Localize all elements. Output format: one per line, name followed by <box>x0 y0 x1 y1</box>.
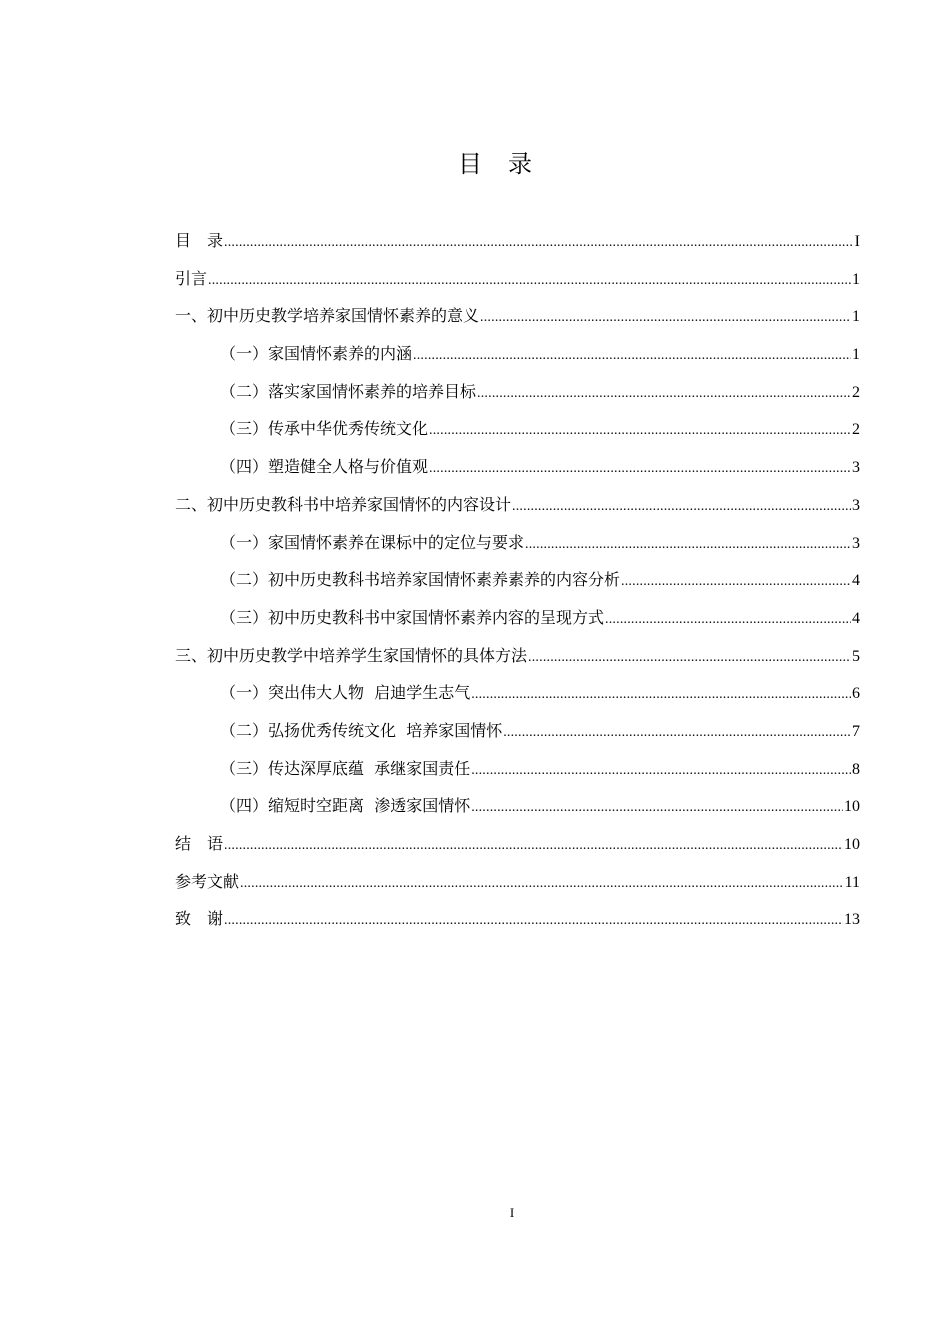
toc-entry-title: 目 录 <box>175 231 224 250</box>
toc-entry[interactable] <box>175 754 860 792</box>
toc-entry-title: 初中历史教学中培养学生家国情怀的具体方法 <box>207 645 528 665</box>
table-of-contents <box>175 226 860 942</box>
toc-dot-leader <box>224 228 854 258</box>
toc-entry-page: 8 <box>852 760 860 778</box>
toc-entry[interactable] <box>175 603 860 641</box>
toc-entry-title: 家国情怀素养的内涵 <box>268 344 413 364</box>
toc-dot-leader <box>240 869 844 899</box>
toc-entry[interactable] <box>175 528 860 566</box>
toc-dot-leader <box>224 906 843 936</box>
toc-entry-title: 突出伟大人物 启迪学生志气 <box>268 683 471 703</box>
toc-dot-leader <box>471 793 843 823</box>
toc-entry-number: （一） <box>220 532 269 552</box>
toc-dot-leader <box>413 341 851 371</box>
toc-entry-title: 初中历史教科书中培养家国情怀的内容设计 <box>207 494 512 514</box>
toc-entry[interactable] <box>175 829 860 867</box>
toc-entry[interactable] <box>175 867 860 905</box>
toc-entry[interactable] <box>175 678 860 716</box>
toc-entry-number: 一、 <box>175 306 208 326</box>
toc-entry[interactable] <box>175 904 860 942</box>
toc-entry[interactable] <box>175 339 860 377</box>
toc-dot-leader <box>477 379 851 409</box>
toc-entry-page: 4 <box>852 609 860 627</box>
toc-entry-page: 3 <box>852 496 860 514</box>
footer-page-number: I <box>509 1205 515 1220</box>
toc-entry[interactable] <box>175 377 860 415</box>
toc-entry[interactable] <box>175 791 860 829</box>
toc-entry-page: 3 <box>852 534 860 552</box>
toc-entry[interactable] <box>175 264 860 302</box>
toc-entry-page: 2 <box>852 421 860 439</box>
toc-entry-page: 10 <box>844 798 860 816</box>
toc-entry-page: 10 <box>844 836 860 853</box>
toc-entry[interactable] <box>175 414 860 452</box>
toc-entry[interactable] <box>175 301 860 339</box>
toc-dot-leader <box>605 605 851 635</box>
toc-entry-page: 11 <box>844 873 860 891</box>
toc-entry-title: 结 语 <box>175 834 224 853</box>
toc-dot-leader <box>503 718 851 748</box>
toc-dot-leader <box>471 756 851 786</box>
toc-entry-number: 二、 <box>175 494 208 514</box>
toc-entry-title: 致 谢 <box>175 909 224 929</box>
toc-entry-title: 塑造健全人格与价值观 <box>268 457 429 477</box>
toc-entry[interactable] <box>175 565 860 603</box>
toc-entry-title: 传承中华优秀传统文化 <box>268 419 429 439</box>
toc-entry-title: 参考文献 <box>175 871 240 891</box>
toc-entry[interactable] <box>175 641 860 679</box>
toc-dot-leader <box>528 643 851 673</box>
toc-entry-title: 家国情怀素养在课标中的定位与要求 <box>268 532 525 552</box>
toc-entry-page: 1 <box>852 346 860 364</box>
toc-dot-leader <box>471 680 851 710</box>
toc-entry-number: （四） <box>220 796 269 816</box>
toc-entry[interactable] <box>175 716 860 754</box>
toc-entry-page: 4 <box>852 572 860 590</box>
toc-entry-page: 1 <box>852 270 860 288</box>
toc-entry-title: 初中历史教科书培养家国情怀素养素养的内容分析 <box>268 570 621 590</box>
toc-entry-title: 初中历史教学培养家国情怀素养的意义 <box>207 306 480 326</box>
toc-dot-leader <box>525 530 851 560</box>
toc-entry-page: 2 <box>852 383 860 401</box>
toc-entry-number: （一） <box>220 344 269 364</box>
toc-entry-number: （二） <box>220 720 269 740</box>
toc-entry[interactable] <box>175 452 860 490</box>
toc-dot-leader <box>480 303 851 333</box>
toc-entry-number: （二） <box>220 570 269 590</box>
toc-entry-number: （四） <box>220 457 269 477</box>
toc-dot-leader <box>224 831 843 861</box>
toc-dot-leader <box>208 266 851 296</box>
page-title: 目录 <box>458 150 558 178</box>
toc-entry[interactable] <box>175 490 860 528</box>
toc-dot-leader <box>621 567 851 597</box>
toc-entry-number: （三） <box>220 758 269 778</box>
toc-entry-number: （二） <box>220 381 269 401</box>
toc-entry-page: 5 <box>852 647 860 665</box>
toc-entry-title: 初中历史教科书中家国情怀素养内容的呈现方式 <box>268 607 605 627</box>
toc-entry-page: 13 <box>844 911 860 929</box>
toc-entry-title: 传达深厚底蕴 承继家国责任 <box>268 758 471 778</box>
toc-dot-leader <box>512 492 851 522</box>
toc-dot-leader <box>429 416 851 446</box>
toc-entry-number: （一） <box>220 683 269 703</box>
toc-entry-page: I <box>854 233 860 250</box>
toc-entry-title: 弘扬优秀传统文化 培养家国情怀 <box>268 720 503 740</box>
toc-entry-page: 6 <box>852 685 860 703</box>
toc-entry-number: （三） <box>220 419 269 439</box>
toc-entry-page: 3 <box>852 459 860 477</box>
toc-entry-title: 引言 <box>175 268 208 288</box>
toc-entry-title: 落实家国情怀素养的培养目标 <box>268 381 477 401</box>
toc-entry-number: 三、 <box>175 645 208 665</box>
toc-dot-leader <box>429 454 851 484</box>
toc-entry-page: 7 <box>852 722 860 740</box>
toc-entry[interactable] <box>175 226 860 264</box>
toc-entry-title: 缩短时空距离 渗透家国情怀 <box>268 796 471 816</box>
toc-entry-number: （三） <box>220 607 269 627</box>
toc-entry-page: 1 <box>852 308 860 326</box>
